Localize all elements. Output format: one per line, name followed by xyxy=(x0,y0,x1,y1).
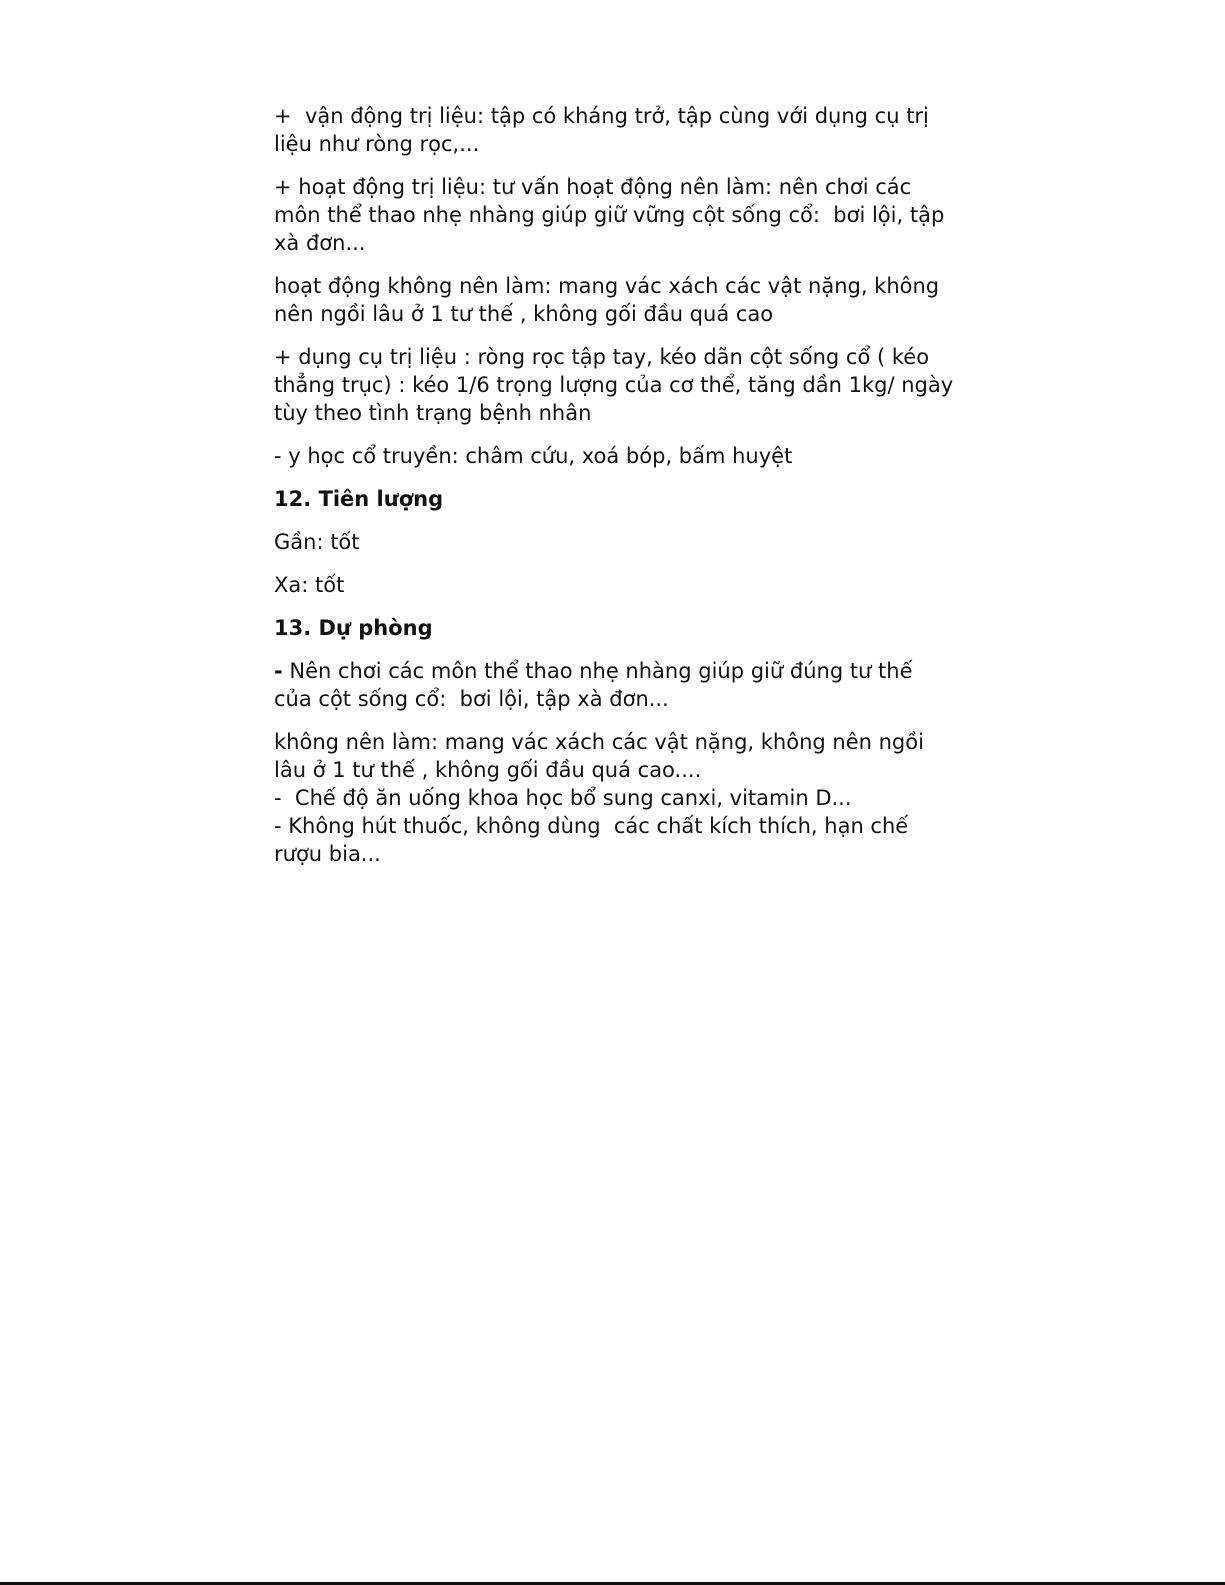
prevention-sports-text: Nên chơi các môn thể thao nhẹ nhàng giúp giữ đúng tư thế của cột sống cổ: bơi lội, tập xà đơn... xyxy=(274,659,920,711)
prevention-dash: - xyxy=(274,659,283,683)
heading-prognosis: 12. Tiên lượng xyxy=(274,487,444,511)
paragraph-therapy-tools: + dụng cụ trị liệu : ròng rọc tập tay, kéo dãn cột sống cổ ( kéo thẳng trục) : kéo 1/6 trọng lượng của cơ thể, tăng dần 1kg/ ngày tùy theo tình trạng bệnh nhân xyxy=(274,345,960,425)
paragraph-motion-therapy: + vận động trị liệu: tập có kháng trở, tập cùng với dụng cụ trị liệu như ròng rọc,... xyxy=(274,104,936,156)
heading-prevention: 13. Dự phòng xyxy=(274,616,433,640)
prevention-diet: - Chế độ ăn uống khoa học bổ sung canxi, vitamin D... xyxy=(274,786,852,810)
prevention-sports xyxy=(274,657,954,713)
prognosis-far: Xa: tốt xyxy=(274,573,345,597)
paragraph-avoid-activities: hoạt động không nên làm: mang vác xách các vật nặng, không nên ngồi lâu ở 1 tư thế , không gối đầu quá cao xyxy=(274,274,946,326)
document-body xyxy=(274,102,960,868)
prognosis-near: Gần: tốt xyxy=(274,530,360,554)
prevention-avoid: không nên làm: mang vác xách các vật nặng, không nên ngồi lâu ở 1 tư thế , không gối đầu quá cao.... xyxy=(274,730,931,782)
prevention-no-smoking: - Không hút thuốc, không dùng các chất kích thích, hạn chế rượu bia... xyxy=(274,814,915,866)
paragraph-activity-therapy: + hoạt động trị liệu: tư vấn hoạt động nên làm: nên chơi các môn thể thao nhẹ nhàng giúp giữ vững cột sống cổ: bơi lội, tập xà đơn... xyxy=(274,175,951,255)
paragraph-traditional-medicine: - y học cổ truyền: châm cứu, xoá bóp, bấm huyệt xyxy=(274,444,793,468)
